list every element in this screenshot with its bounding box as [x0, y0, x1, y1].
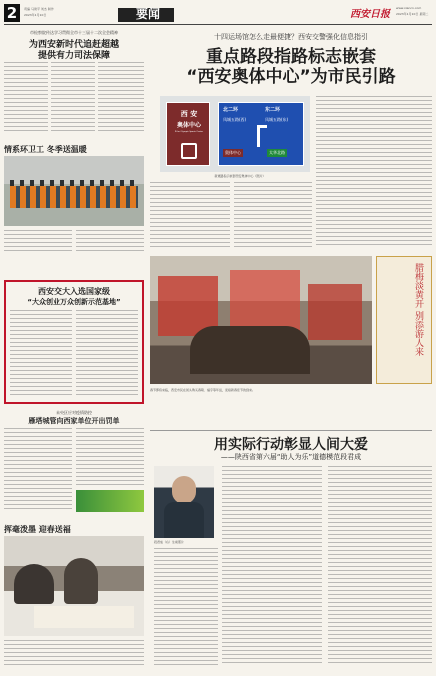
left-top-body-col3 [98, 62, 144, 134]
festival-story [150, 256, 432, 416]
highlighted-article [4, 280, 144, 404]
feature-title: 用实际行动彰显人间大爱 [214, 437, 368, 453]
venue-sign-en: Xi'an Olympic Sports Center [174, 131, 204, 133]
directional-sign [218, 102, 304, 166]
page-number: 2 [6, 4, 18, 22]
left-photo-title-1: 情系环卫工 冬季送温暖 [4, 145, 87, 154]
venue-sign [166, 102, 210, 166]
page-number-box [4, 4, 20, 22]
main-body-left-col2 [234, 182, 312, 250]
highlight-title-1: 西安交大入选国家级 [38, 287, 110, 296]
road-sign-photo [160, 96, 310, 172]
masthead [0, 0, 436, 30]
site-url: www.xiancn.com [396, 6, 422, 10]
feature-body-col2 [328, 466, 432, 666]
left-top-kicker: 市检察院传达学习贯彻全市十三届十二次全会精神 [30, 30, 118, 35]
sign-venue-label: 奥体中心 [225, 150, 241, 155]
festival-caption: 春节即将来临，西安市民在街头购买春联、福字等年货，迎接新春佳节的到来。 [150, 388, 256, 392]
left-bottom-body-col1 [4, 428, 72, 512]
feature-portrait-caption: 段君成（右）生前照片 [154, 540, 185, 544]
sign-north: 北二环 [223, 107, 239, 113]
feature-story [150, 430, 432, 672]
sign-road-a: 凤城五路(西) [223, 117, 247, 122]
highlight-title-2: “大众创业万众创新示范基地” [27, 298, 121, 306]
masthead-rule [4, 24, 432, 25]
left-photo-story-2 [4, 524, 144, 672]
festival-poem-box [376, 256, 432, 384]
left-top-body-col2 [51, 62, 95, 134]
left-bottom-kicker: 未央区应对疫情防控 [56, 410, 92, 415]
left-bottom-ad [76, 490, 144, 512]
festival-poem: 腊梅淡黄开 别添游人来 [413, 263, 423, 356]
sign-east: 东二环 [265, 107, 281, 113]
left-photo-title-2: 挥毫泼墨 迎春送福 [4, 525, 71, 534]
left-photo-caption-3 [4, 640, 144, 668]
left-top-article [4, 30, 144, 140]
main-title-1: 重点路段指路标志嵌套 [206, 47, 376, 67]
feature-subtitle: ——陕西省第六届“助人为乐”道德模范段君成 [220, 453, 362, 461]
left-bottom-body-col2 [76, 428, 144, 488]
sign-caption: 新道路指示嵌套西安奥体中心（图片） [214, 174, 266, 178]
sanitation-workers-photo [4, 156, 144, 226]
venue-sign-line1: 西 安 [180, 110, 198, 118]
main-body-right [316, 96, 432, 248]
masthead-meta-1: 责编 马建平 刘杰 制作 [24, 7, 54, 11]
sign-road-b: 凤城五路(东) [265, 117, 289, 122]
left-photo-story-1 [4, 144, 144, 274]
left-top-title-2: 提供有力司法保障 [37, 51, 110, 61]
left-photo-caption-1 [4, 230, 72, 254]
issue-date: 2023年1月10日 星期二 [396, 12, 429, 16]
calligraphy-photo [4, 536, 144, 636]
venue-sign-line2: 奥体中心 [176, 122, 201, 129]
feature-rule [150, 430, 432, 431]
feature-body-col1 [222, 466, 322, 666]
main-body-left-col1 [150, 182, 230, 250]
masthead-meta-2: 2023年1月10日 [24, 13, 47, 17]
sign-arrow-icon [257, 125, 267, 147]
venue-sign-arrow-icon [181, 143, 197, 159]
main-title-2: “西安奥体中心”为市民引路 [186, 67, 396, 87]
highlight-body-col2 [76, 310, 138, 398]
left-top-body-col1 [4, 62, 48, 134]
left-bottom-article [4, 410, 144, 518]
section-title: 要闻 [135, 7, 160, 21]
main-kicker: 十四运场馆怎么走最便捷？西安交警强化信息指引 [214, 33, 368, 41]
highlight-body-col1 [10, 310, 72, 398]
left-photo-caption-2 [76, 230, 144, 254]
feature-portrait [154, 466, 214, 538]
main-story [150, 30, 432, 252]
paper-name: 西安日报 [350, 9, 390, 20]
feature-body-col0 [154, 548, 218, 666]
left-bottom-title: 雁塔城管向西家单位开出罚单 [28, 417, 120, 425]
sign-sub-label: 太华北路 [269, 150, 285, 155]
festival-photo [150, 256, 372, 384]
left-top-title-1: 为西安新时代追赶超越 [28, 40, 119, 50]
